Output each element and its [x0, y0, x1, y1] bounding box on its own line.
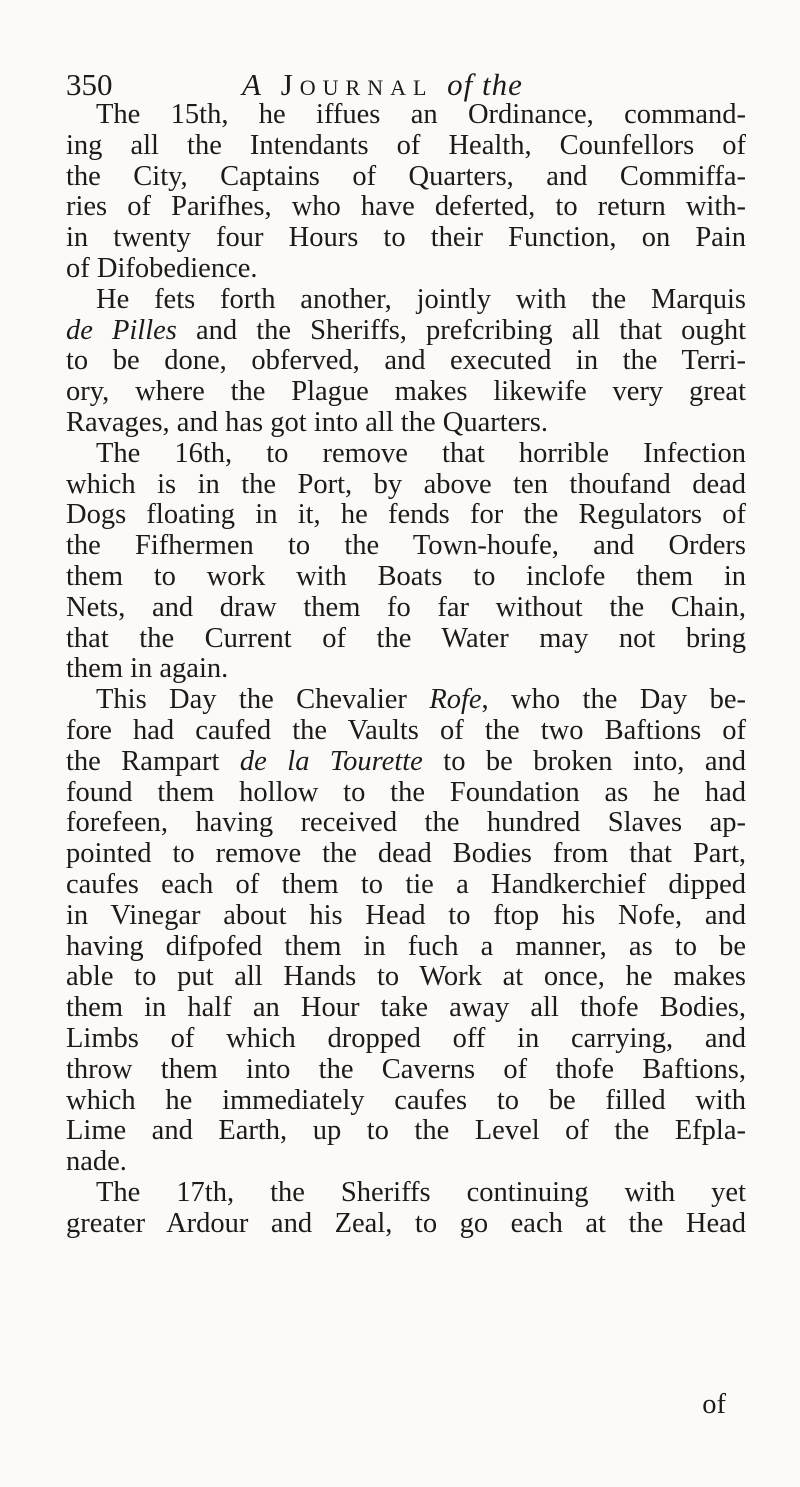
text-line: The 16th, to remove that horrible Infection [96, 437, 746, 469]
text-line: ory, where the Plague makes likewife very great [66, 376, 746, 408]
text-line: He fets forth another, jointly with the Marquis [96, 283, 746, 315]
text-line: having difpofed them in fuch a manner, as to be [66, 930, 746, 962]
text-line: them to work with Boats to inclofe them in [66, 560, 746, 592]
text-line: able to put all Hands to Work at once, he makes [66, 961, 746, 993]
text-line: Ravages, and has got into all the Quarters. [66, 406, 548, 438]
text-line: Lime and Earth, up to the Level of the Efpla- [66, 1115, 746, 1147]
text-line: The 15th, he iffues an Ordinance, command- [96, 99, 746, 130]
text-line: fore had caufed the Vaults of the two Baftions of [66, 714, 746, 746]
text-line: Nets, and draw them fo far without the Chain, [66, 591, 746, 623]
running-head-journal: Journal [280, 67, 434, 102]
text-line: ing all the Intendants of Health, Counfellors of [66, 129, 746, 161]
text-line: which he immediately caufes to be filled with [66, 1084, 746, 1116]
text-line: This Day the Chevalier Rofe, who the Day be- [96, 684, 746, 716]
text-line: nade. [66, 1146, 127, 1178]
text-line: them in again. [66, 653, 229, 685]
catchword: of [702, 1389, 726, 1420]
running-head-of-the: of the [447, 67, 523, 102]
text-line: The 17th, the Sheriffs continuing with yet [96, 1176, 746, 1208]
text-line: greater Ardour and Zeal, to go each at the Head [66, 1207, 746, 1239]
text-line: throw them into the Caverns of thofe Baftions, [66, 1053, 746, 1085]
text-line: of Difobedience. [66, 252, 258, 284]
text-line: found them hollow to the Foundation as he had [66, 776, 746, 808]
text-line: the City, Captains of Quarters, and Commiffa- [66, 160, 746, 192]
text-line: which is in the Port, by above ten thoufand dead [66, 468, 746, 500]
text-line: pointed to remove the dead Bodies from that Part, [66, 838, 746, 870]
page-number: 350 [66, 67, 113, 102]
text-line: that the Current of the Water may not bring [66, 622, 746, 654]
text-line: Limbs of which dropped off in carrying, and [66, 1022, 746, 1054]
text-line: caufes each of them to tie a Handkerchief dipped [66, 868, 746, 900]
running-head-a: A [242, 67, 267, 102]
text-line: forefeen, having received the hundred Slaves ap- [66, 807, 746, 839]
text-line: to be done, obferved, and executed in the Terri- [66, 345, 746, 377]
text-line: Dogs floating in it, he fends for the Regulators of [66, 499, 746, 531]
text-line: the Fifhermen to the Town-houfe, and Orders [66, 530, 746, 562]
body-text [66, 100, 746, 1239]
text-line: the Rampart de la Tourette to be broken into, and [66, 745, 746, 777]
text-line: in Vinegar about his Head to ftop his Nofe, and [66, 899, 746, 931]
text-line: de Pilles and the Sheriffs, prefcribing all that ought [66, 314, 746, 346]
text-line: them in half an Hour take away all thofe Bodies, [66, 992, 746, 1024]
text-line: in twenty four Hours to their Function, on Pain [66, 222, 746, 254]
text-line: ries of Parifhes, who have deferted, to return with- [66, 191, 746, 223]
